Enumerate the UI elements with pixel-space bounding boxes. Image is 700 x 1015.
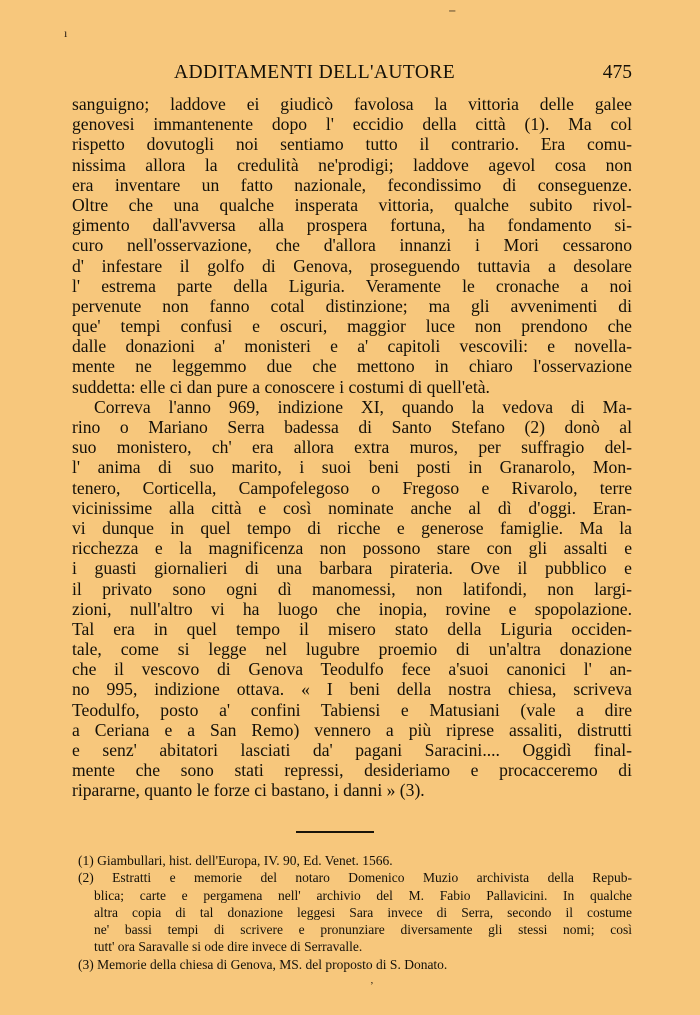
footnote-line: (2) Estratti e memorie del notaro Domenico Muzio archivista della Repub- xyxy=(78,870,632,886)
text-line: tenero, Corticella, Campofelegoso o Fregoso e Rivarolo, terre xyxy=(72,477,632,498)
page-number: 475 xyxy=(602,62,632,83)
body-text xyxy=(72,94,632,801)
text-line: d' infestare il golfo di Genova, proseguendo tuttavia a desolare xyxy=(72,255,632,276)
text-line: ricchezza e la magnificenza non possono stare con gli assalti e xyxy=(72,538,632,559)
ink-mark: ⁻ xyxy=(448,6,457,23)
text-line: tale, come si legge nel lugubre proemio di un'altra donazione xyxy=(72,639,632,660)
text-line: no 995, indizione ottava. « I beni della nostra chiesa, scriveva xyxy=(72,679,632,700)
text-line: vi dunque in quel tempo di ricche e generose famiglie. Ma la xyxy=(72,517,632,538)
page-header xyxy=(72,62,632,88)
text-line: vicinissime alla città e così nominate anche al dì d'oggi. Eran- xyxy=(72,497,632,518)
text-line: que' tempi confusi e oscuri, maggior luce non prendono che xyxy=(72,316,632,337)
running-head: ADDITAMENTI DELL'AUTORE xyxy=(174,62,456,83)
text-line: Teodulfo, posto a' confini Tabiensi e Matusiani (vale a dire xyxy=(72,699,632,720)
text-line: dalle donazioni a' monisteri e a' capitoli vescovili: e novella- xyxy=(72,336,632,357)
footnote-line: (3) Memorie della chiesa di Genova, MS. del proposto di S. Donato. xyxy=(78,956,448,972)
text-line: suddetta: elle ci dan pure a conoscere i costumi di quell'età. xyxy=(72,376,490,397)
footnote-line: ne' bassi tempi di scrivere e pronunziare diversamente gli stessi nomi; così xyxy=(94,922,632,938)
text-line: mente ne leggemmo due che mettono in chiaro l'osservazione xyxy=(72,356,632,377)
text-line: l' estrema parte della Liguria. Veramente le cronache a noi xyxy=(72,275,632,296)
text-line: Oltre che una qualche insperata vittoria, qualche subito rivol- xyxy=(72,194,632,215)
text-line: Tal era in quel tempo il misero stato della Liguria occiden- xyxy=(72,618,632,639)
text-line: e senz' abitatori lasciati da' pagani Saracini.... Oggidì final- xyxy=(72,740,632,760)
text-line: nissima allora la credulità ne'prodigi; laddove agevol cosa non xyxy=(72,154,632,175)
text-line: a Ceriana e a San Remo) vennero a più riprese assaliti, distrutti xyxy=(72,719,632,740)
text-line: sanguigno; laddove ei giudicò favolosa la vittoria delle galee xyxy=(72,94,632,114)
footnotes xyxy=(78,852,632,973)
text-line: i guasti giornalieri di una barbara pirateria. Ove il pubblico e xyxy=(72,558,632,579)
text-line: era inventare un fatto nazionale, fecondissimo di conseguenze. xyxy=(72,174,632,195)
text-line: genovesi immantenente dopo l' eccidio della città (1). Ma col xyxy=(72,114,632,135)
footnote-line: (1) Giambullari, hist. dell'Europa, IV. 90, Ed. Venet. 1566. xyxy=(78,853,393,868)
text-line: che il vescovo di Genova Teodulfo fece a'suoi canonici l' an- xyxy=(72,659,632,680)
text-line: pervenute non fanno cotal distinzione; ma gli avvenimenti di xyxy=(72,295,632,316)
footnote-line: tutt' ora Saravalle si ode dire invece di Serravalle. xyxy=(94,939,363,955)
text-line: curo nell'osservazione, che d'allora innanzi i Mori cessarono xyxy=(72,235,632,256)
text-line: rino o Mariano Serra badessa di Santo Stefano (2) donò al xyxy=(72,417,632,437)
footnote-separator xyxy=(296,831,374,833)
footnote-line: blica; carte e pergamena nell' archivio del M. Fabio Pallavicini. In qualche xyxy=(94,887,632,903)
text-line: mente che sono stati repressi, desideriamo e procacceremo di xyxy=(72,760,632,781)
ink-mark: ʼ xyxy=(370,980,374,992)
margin-mark: ı xyxy=(64,26,68,40)
text-line: zioni, null'altro vi ha luogo che inopia, rovine e spopolazione. xyxy=(72,598,632,619)
text-line: rispetto dovutogli noi sentiamo tutto il contrario. Era comu- xyxy=(72,134,632,155)
text-line: suo monistero, ch' era allora extra muros, per suffragio del- xyxy=(72,437,632,458)
text-line: gimento dall'avversa alla prospera fortuna, ha fondamento si- xyxy=(72,215,632,236)
text-line: l' anima di suo marito, i suoi beni posti in Granarolo, Mon- xyxy=(72,457,632,478)
text-line: il privato sono ogni dì manomessi, non latifondi, non largi- xyxy=(72,578,632,599)
text-line: ripararne, quanto le forze ci bastano, i danni » (3). xyxy=(72,780,425,801)
footnote-line: altra copia di tal donazione leggesi Sara invece di Serra, secondo il costume xyxy=(94,904,632,920)
text-line: Correva l'anno 969, indizione XI, quando la vedova di Ma- xyxy=(94,396,632,417)
